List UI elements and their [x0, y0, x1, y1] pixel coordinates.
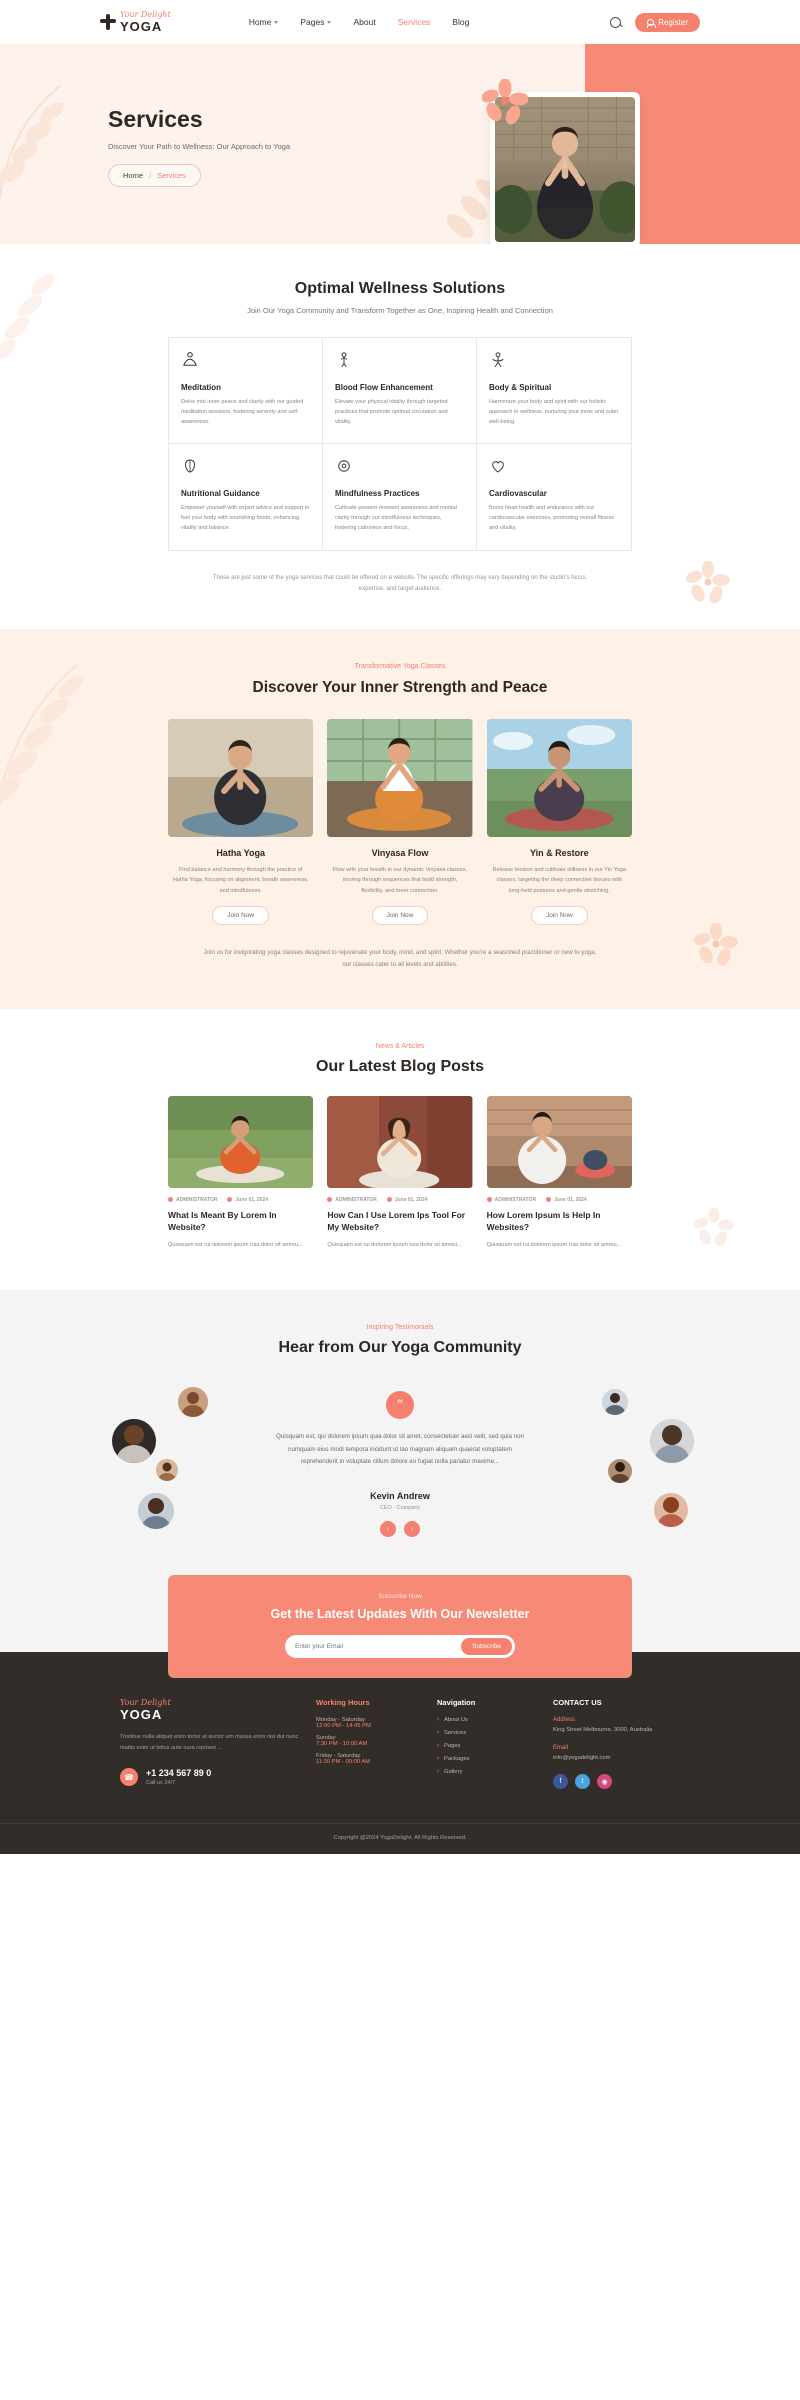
- wellness-title: Optimal Wellness Solutions: [294, 280, 506, 297]
- leaf-decoration-icon: [0, 254, 74, 374]
- calendar-icon: [227, 1197, 232, 1202]
- nav-item-services[interactable]: Services: [397, 17, 431, 27]
- blog-title: Our Latest Blog Posts: [315, 1057, 485, 1075]
- search-icon[interactable]: [610, 17, 621, 28]
- testimonial-author-name: Kevin Andrew: [370, 1491, 430, 1502]
- blog-post-title[interactable]: How Can I Use Lorem Ips Tool For My Website?: [327, 1209, 466, 1233]
- card-title: Cardiovascular: [489, 489, 547, 499]
- instagram-icon[interactable]: ◉: [597, 1774, 612, 1789]
- user-icon: [168, 1197, 173, 1202]
- avatar: [650, 1419, 694, 1463]
- nutrition-icon: [181, 457, 199, 475]
- join-now-button[interactable]: Join Now: [531, 906, 588, 925]
- nav-item-blog[interactable]: Blog: [452, 17, 470, 27]
- footer-address-label: Address: [553, 1717, 576, 1724]
- logo-name: YOGA: [120, 19, 163, 34]
- wellness-card-nutrition[interactable]: [169, 444, 323, 549]
- user-icon: [487, 1197, 492, 1202]
- wellness-note: These are just some of the yoga services that could be offered on a website. The specific offerings may vary depending on the studio's focus, expertise, and target audience.: [212, 574, 588, 593]
- class-photo-hatha: [168, 719, 313, 837]
- calendar-icon: [387, 1197, 392, 1202]
- testimonial-text: Quisquam est, qui dolorem ipsum quia dolor sit amet, consectetuer aeci velit, sed quia non numquam eius modi tempora incidunt ut lao magnam aliquam quaerat voluptatem reprehenderit in voluptate cillum dolore eu fugiat nulla pariatur maxime...: [276, 1433, 524, 1466]
- blog-date: June 01, 2024: [387, 1197, 428, 1203]
- class-card-hatha-yoga[interactable]: [168, 719, 313, 924]
- testimonials-title: Hear from Our Yoga Community: [278, 1339, 522, 1357]
- blog-card-1[interactable]: [168, 1096, 313, 1251]
- footer-nav-label: Packages: [444, 1756, 470, 1763]
- class-desc: Release tension and cultivate stillness in our Yin Yoga classes, targeting the deep connective tissues with long-held postures and gentle stretching.: [492, 867, 627, 894]
- chevron-down-icon: [274, 21, 278, 24]
- blog-date: June 01, 2024: [227, 1197, 268, 1203]
- blog-photo-1: [168, 1096, 313, 1188]
- blog-post-title[interactable]: How Lorem Ipsum Is Help In Websites?: [486, 1209, 601, 1233]
- footer-social-links: [553, 1774, 683, 1789]
- classes-section: [0, 629, 800, 1008]
- join-now-button[interactable]: Join Now: [212, 906, 269, 925]
- chevron-right-icon: ›: [437, 1717, 439, 1724]
- logo-name: YOGA: [120, 1707, 163, 1723]
- nav-item-about[interactable]: About: [353, 17, 376, 27]
- card-desc: Delve into inner peace and clarity with our guided meditation sessions, fostering serenity and self-awareness.: [181, 399, 304, 425]
- footer-nav-label: Gallery: [444, 1769, 463, 1776]
- cardio-icon: [489, 457, 507, 475]
- newsletter-form: [285, 1635, 515, 1658]
- footer-hours-row: [316, 1753, 421, 1765]
- logo[interactable]: [100, 11, 171, 33]
- blog-author: ADMINISTRATOR: [327, 1197, 376, 1203]
- newsletter-banner: [168, 1575, 632, 1678]
- card-title: Blood Flow Enhancement: [335, 383, 433, 392]
- footer-nav-item-gallery[interactable]: [437, 1769, 537, 1775]
- flower-decoration-icon: [694, 923, 738, 967]
- hours-day: Friday - Saturday: [316, 1753, 361, 1760]
- footer-about-column: [120, 1698, 300, 1789]
- register-button[interactable]: [635, 13, 700, 32]
- footer-nav-item-about-us[interactable]: [437, 1717, 537, 1723]
- yoga-logo-icon: [100, 12, 116, 32]
- site-header: [0, 0, 800, 44]
- footer-email-label: Email: [553, 1745, 569, 1752]
- leaf-decoration-icon: [0, 647, 102, 827]
- blog-post-desc: Quisquam est rui dolorem ipsum ruia dolor sit amreu...: [168, 1242, 303, 1249]
- class-name: Vinyasa Flow: [371, 848, 429, 859]
- card-desc: Elevate your physical vitality through targeted practices that promote optimal circulation and vitality.: [335, 399, 448, 425]
- footer-nav-item-pages[interactable]: [437, 1743, 537, 1749]
- card-desc: Cultivate present-moment awareness and mental clarity through our mindfulness techniques, fostering calmness and focus.: [335, 505, 457, 531]
- avatar: [112, 1419, 156, 1463]
- wellness-card-cardiovascular[interactable]: [477, 444, 631, 549]
- footer-hours-row: [316, 1717, 421, 1729]
- logo-script: Your Delight: [120, 1698, 171, 1708]
- footer-address-value: King Street Melbourne, 3000, Australia: [553, 1727, 653, 1734]
- footer-columns: [120, 1698, 680, 1789]
- nav-label: Pages: [300, 17, 325, 27]
- blog-meta-2: [327, 1197, 472, 1203]
- card-desc: Empower yourself with expert advice and support to fuel your body with nourishing foods, enhancing vitality and balance.: [181, 505, 310, 531]
- nav-item-pages[interactable]: [300, 17, 331, 27]
- footer-contact-title: CONTACT US: [553, 1698, 602, 1708]
- class-name: Hatha Yoga: [216, 848, 265, 859]
- blog-grid: [168, 1096, 632, 1251]
- blog-meta-3: [487, 1197, 632, 1203]
- flower-decoration-icon: [686, 561, 730, 605]
- card-title: Mindfulness Practices: [335, 489, 420, 499]
- class-desc: Flow with your breath in our dynamic Vinyasa classes, moving through sequences that build strength, flexibility, and inner connection.: [332, 867, 468, 894]
- main-nav: [249, 17, 470, 27]
- nav-label: Home: [248, 17, 272, 27]
- carousel-next-button[interactable]: ›: [404, 1521, 420, 1537]
- body-spiritual-icon: [489, 351, 507, 369]
- classes-grid: [168, 719, 632, 924]
- blog-card-3[interactable]: [487, 1096, 632, 1251]
- meditation-icon: [181, 351, 199, 369]
- join-now-button[interactable]: Join Now: [372, 906, 429, 925]
- footer-phone[interactable]: [120, 1768, 300, 1786]
- chevron-right-icon: ›: [437, 1743, 439, 1750]
- blog-section: [0, 1009, 800, 1291]
- header-actions: [610, 13, 700, 32]
- testimonials-section: [0, 1290, 800, 1678]
- flower-decoration-icon: [482, 79, 528, 125]
- footer-nav-item-packages[interactable]: [437, 1756, 537, 1762]
- hero-subtitle: Discover Your Path to Wellness: Our Approach to Yoga: [108, 142, 291, 151]
- card-desc: Boost heart health and endurance with our cardiovascular exercises, promoting overall fitness and vitality.: [489, 505, 614, 531]
- blog-meta-1: [168, 1197, 313, 1203]
- site-footer: [0, 1652, 800, 1854]
- facebook-icon[interactable]: f: [553, 1774, 568, 1789]
- user-icon: [647, 19, 654, 26]
- classes-note: Join us for invigorating yoga classes designed to rejuvenate your body, mind, and spirit. Whether you're a seasoned practitioner or new to yoga, our classes cater to all levels and abilities.: [203, 948, 597, 968]
- blog-date: June 01, 2024: [546, 1197, 587, 1203]
- avatar: [138, 1493, 174, 1529]
- avatar: [608, 1459, 632, 1483]
- classes-eyebrow: Transformative Yoga Classes: [354, 663, 446, 671]
- blog-photo-3: [487, 1096, 632, 1188]
- calendar-icon: [546, 1197, 551, 1202]
- classes-title: Discover Your Inner Strength and Peace: [252, 679, 548, 697]
- logo-script: Your Delight: [120, 10, 171, 19]
- hero-content: [0, 44, 800, 187]
- footer-contact-column: [553, 1698, 683, 1789]
- newsletter-subscribe-button[interactable]: Subscribe: [461, 1638, 512, 1655]
- testimonials-eyebrow: Inspiring Testimonials: [366, 1324, 434, 1332]
- breadcrumb: [108, 164, 201, 187]
- footer-nav-item-services[interactable]: [437, 1730, 537, 1736]
- wellness-card-blood-flow[interactable]: [323, 338, 477, 444]
- avatar: [156, 1459, 178, 1481]
- footer-nav-column: [437, 1698, 537, 1789]
- footer-email-value[interactable]: info@yogadelight.com: [553, 1755, 611, 1762]
- card-title: Body & Spiritual: [489, 383, 552, 392]
- hours-day: Monday - Saturday: [316, 1717, 365, 1724]
- footer-logo[interactable]: [120, 1698, 300, 1722]
- newsletter-eyebrow: Subscribe Now: [378, 1593, 422, 1601]
- blog-post-title[interactable]: What Is Meant By Lorem In Website?: [168, 1209, 277, 1233]
- blog-eyebrow: News & Articles: [375, 1042, 425, 1050]
- breadcrumb-current: Services: [157, 171, 186, 180]
- card-title: Nutritional Guidance: [181, 489, 260, 499]
- hours-time: 12:00 PM - 14:45 PM: [316, 1723, 371, 1730]
- phone-icon: ☎: [120, 1768, 138, 1786]
- blog-post-desc: Quisquam est rui dolorem ipsum ruia dolor sit amreu...: [327, 1242, 462, 1249]
- twitter-icon[interactable]: t: [575, 1774, 590, 1789]
- wellness-card-meditation[interactable]: [169, 338, 323, 444]
- wellness-card-mindfulness[interactable]: [323, 444, 477, 549]
- hours-time: 7:30 PM - 10:00 AM: [316, 1741, 368, 1748]
- card-desc: Harmonize your body and spirit with our holistic approach to wellness, nurturing your inner and outer well-being.: [489, 399, 619, 425]
- page-title: Services: [108, 106, 203, 132]
- class-photo-yin: [487, 719, 632, 837]
- blog-card-2[interactable]: [327, 1096, 472, 1251]
- testimonial-carousel: [90, 1375, 710, 1545]
- footer-nav-title: Navigation: [437, 1698, 476, 1708]
- avatar: [654, 1493, 688, 1527]
- newsletter-email-input[interactable]: [295, 1643, 461, 1650]
- chevron-right-icon: ›: [437, 1769, 439, 1776]
- wellness-card-body-spiritual[interactable]: [477, 338, 631, 444]
- flower-decoration-icon: [694, 1208, 734, 1248]
- newsletter-title: Get the Latest Updates With Our Newsletter: [270, 1607, 530, 1622]
- footer-phone-number: +1 234 567 89 0: [146, 1768, 212, 1779]
- avatar: [602, 1389, 628, 1415]
- user-icon: [327, 1197, 332, 1202]
- chevron-right-icon: ›: [437, 1756, 439, 1763]
- wellness-subtitle: Join Our Yoga Community and Transform Together as One, Inspiring Health and Connection: [247, 306, 553, 315]
- class-name: Yin & Restore: [529, 848, 589, 859]
- carousel-prev-button[interactable]: ‹: [380, 1521, 396, 1537]
- chevron-down-icon: [327, 21, 331, 24]
- class-photo-vinyasa: [327, 719, 472, 837]
- footer-nav-label: About Us: [444, 1717, 468, 1724]
- blog-photo-2: [327, 1096, 472, 1188]
- footer-nav-label: Pages: [444, 1743, 461, 1750]
- register-label: Register: [658, 17, 688, 27]
- footer-about-text: Tristiitue nulla aliquet enim tortor at auctor urn massa enim nisi dut nunc mattis enim ut tellus aute nura reprisen ...: [120, 1734, 299, 1752]
- footer-hours-row: [316, 1735, 421, 1747]
- breadcrumb-separator: /: [149, 171, 152, 180]
- blog-author: ADMINISTRATOR: [168, 1197, 217, 1203]
- hero-section: [0, 44, 800, 244]
- mindfulness-icon: [335, 457, 353, 475]
- class-card-yin-restore[interactable]: [487, 719, 632, 924]
- breadcrumb-home[interactable]: Home: [123, 171, 144, 180]
- carousel-controls: [380, 1521, 420, 1537]
- testimonial-author-role: CEO - Company: [379, 1505, 421, 1512]
- avatar: [178, 1387, 208, 1417]
- hours-day: Sunday: [316, 1735, 336, 1742]
- class-desc: Find balance and harmony through the practice of Hatha Yoga, focusing on alignment, breath awareness, and mindfulness.: [172, 867, 309, 894]
- blog-post-desc: Quisquam est rui dolorem ipsum ruia dolor sit amreu...: [486, 1242, 622, 1249]
- blood-flow-icon: [335, 351, 353, 369]
- wellness-cards-grid: [168, 337, 632, 551]
- footer-hours-column: [316, 1698, 421, 1789]
- quote-icon: ”: [386, 1391, 414, 1419]
- logo-text: [120, 11, 171, 33]
- blog-author: ADMINISTRATOR: [487, 1197, 536, 1203]
- footer-copyright: Copyright @2024 YogaDelight. All Rights Reserved.: [0, 1823, 800, 1854]
- card-title: Meditation: [181, 383, 221, 392]
- nav-item-home[interactable]: [249, 17, 279, 27]
- footer-phone-label: Call us 24/7: [146, 1780, 176, 1787]
- hours-time: 11:30 PM - 00:00 AM: [316, 1759, 371, 1766]
- footer-nav-label: Services: [444, 1730, 467, 1737]
- chevron-right-icon: ›: [437, 1730, 439, 1737]
- footer-hours-title: Working Hours: [316, 1698, 370, 1708]
- class-card-vinyasa-flow[interactable]: [327, 719, 472, 924]
- wellness-section: [0, 244, 800, 629]
